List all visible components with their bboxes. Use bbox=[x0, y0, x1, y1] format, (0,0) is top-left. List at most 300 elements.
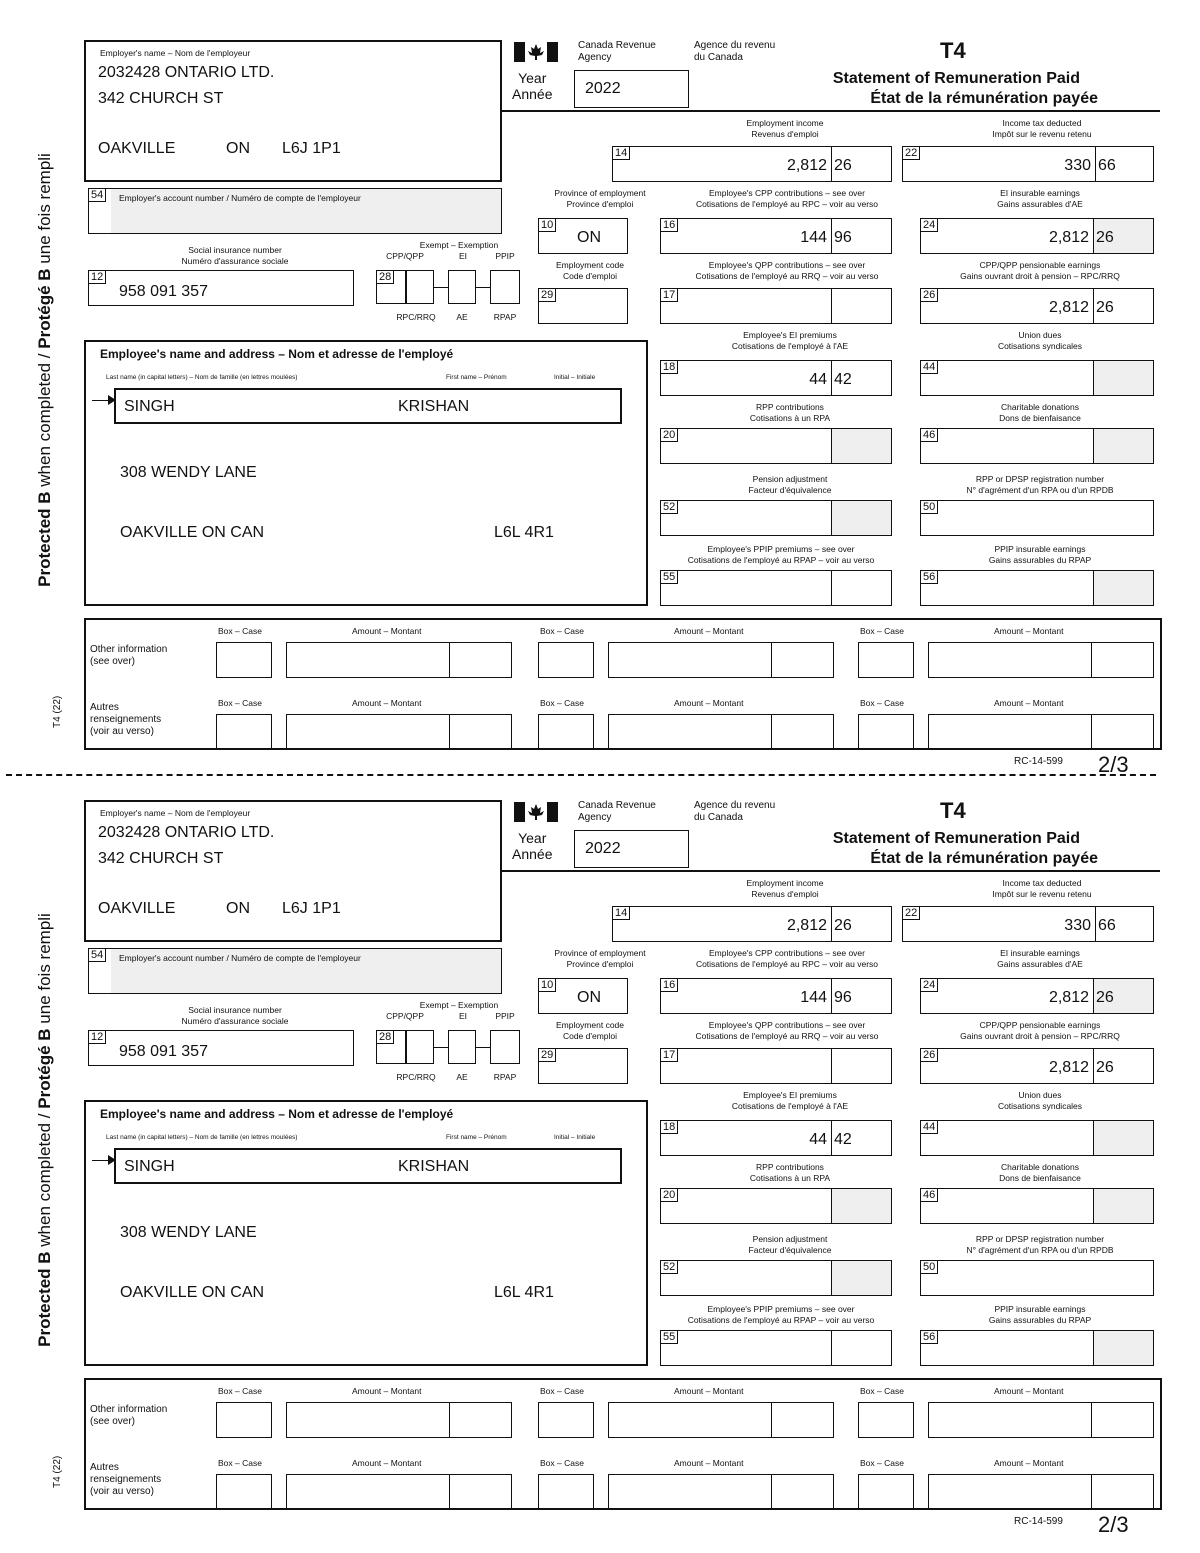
exempt-ei-checkbox[interactable] bbox=[448, 1030, 476, 1064]
year-box bbox=[574, 70, 689, 108]
cents-divider bbox=[1093, 289, 1094, 323]
other-box-label: Box – Case bbox=[540, 626, 584, 636]
box-28-number: 28 bbox=[377, 1031, 394, 1044]
other-box-code[interactable] bbox=[538, 642, 594, 678]
other-amount-field[interactable] bbox=[286, 642, 512, 678]
cents-divider bbox=[1093, 1049, 1094, 1083]
box-label: Employee's CPP contributions – see over Cotisations de l'employé au RPC – voir au verso bbox=[695, 188, 879, 209]
other-box-code[interactable] bbox=[858, 1474, 914, 1510]
t4-slip bbox=[0, 760, 1200, 1537]
sin-label: Social insurance number Numéro d'assurance sociale bbox=[181, 245, 289, 266]
first-name-label: First name – Prénom bbox=[446, 1134, 507, 1141]
canada-flag-icon bbox=[514, 802, 558, 822]
exempt-cpp: CPP/QPP bbox=[386, 1011, 424, 1021]
exempt-ppip-fr: RPAP bbox=[493, 1072, 517, 1082]
box-55 bbox=[660, 570, 892, 606]
box-label: PPIP insurable earnings Gains assurables du RPAP bbox=[988, 1304, 1092, 1325]
other-amount-label: Amount – Montant bbox=[352, 1458, 422, 1468]
exempt-connector bbox=[476, 1047, 490, 1048]
box-number: 44 bbox=[921, 1121, 938, 1134]
agency-fr: Agence du revenu du Canada bbox=[694, 40, 776, 63]
box-number: 55 bbox=[661, 1331, 678, 1344]
employee-box bbox=[84, 340, 648, 606]
cents-divider bbox=[1091, 715, 1092, 749]
employer-city: OAKVILLE bbox=[98, 900, 176, 917]
box-22 bbox=[902, 906, 1154, 942]
employer-name: 2032428 ONTARIO LTD. bbox=[98, 824, 275, 841]
protected-b-sidebar: Protected B when completed / Protégé B une fois rempli bbox=[35, 913, 54, 1347]
agency-en: Canada Revenue Agency bbox=[578, 800, 656, 823]
box-label: Pension adjustment Facteur d'équivalence bbox=[748, 474, 832, 495]
other-info-box bbox=[84, 618, 1162, 750]
box-label: RPP contributions Cotisations à un RPA bbox=[749, 1162, 831, 1183]
cents-divider bbox=[449, 715, 450, 749]
other-amount-field[interactable] bbox=[608, 714, 834, 750]
employer-province: ON bbox=[226, 140, 250, 157]
other-info-fr: Autres renseignements (voir au verso) bbox=[90, 702, 162, 737]
employer-name-label: Employer's name – Nom de l'employeur bbox=[100, 48, 251, 58]
cents-divider bbox=[449, 1403, 450, 1437]
employer-postal: L6J 1P1 bbox=[282, 900, 341, 917]
year-label: Year Année bbox=[512, 70, 553, 102]
other-amount-label: Amount – Montant bbox=[994, 1458, 1064, 1468]
box-12-number: 12 bbox=[89, 271, 106, 284]
amount-dollars: 44 bbox=[809, 1131, 827, 1148]
year-value: 2022 bbox=[585, 80, 621, 97]
other-box-code[interactable] bbox=[858, 714, 914, 750]
employer-name: 2032428 ONTARIO LTD. bbox=[98, 64, 275, 81]
agency-fr: Agence du revenu du Canada bbox=[694, 800, 776, 823]
cents-shade bbox=[1093, 1189, 1153, 1223]
box-17 bbox=[660, 288, 892, 324]
cents-divider bbox=[831, 361, 832, 395]
form-code-footer: RC-14-599 bbox=[1014, 756, 1063, 767]
agency-en: Canada Revenue Agency bbox=[578, 40, 656, 63]
box-number: 16 bbox=[661, 979, 678, 992]
box-value: ON bbox=[577, 229, 601, 246]
box-number: 44 bbox=[921, 361, 938, 374]
cents-divider bbox=[831, 979, 832, 1013]
box-label: CPP/QPP pensionable earnings Gains ouvrant droit à pension – RPC/RRQ bbox=[960, 260, 1120, 281]
box-54 bbox=[88, 188, 502, 234]
other-box-code[interactable] bbox=[858, 1402, 914, 1438]
amount-dollars: 330 bbox=[1064, 917, 1091, 934]
box-number: 14 bbox=[613, 147, 630, 160]
box-label: Union dues Cotisations syndicales bbox=[997, 330, 1083, 351]
other-amount-label: Amount – Montant bbox=[994, 1386, 1064, 1396]
year-value: 2022 bbox=[585, 840, 621, 857]
cents-divider bbox=[771, 715, 772, 749]
last-name-label: Last name (in capital letters) – Nom de famille (en lettres moulées) bbox=[106, 374, 298, 381]
employee-first-name: KRISHAN bbox=[398, 398, 470, 415]
cents-shade bbox=[1093, 571, 1153, 605]
exempt-cpp-checkbox[interactable] bbox=[406, 1030, 434, 1064]
cents-shade bbox=[831, 501, 891, 535]
other-box-label: Box – Case bbox=[540, 1458, 584, 1468]
employee-city: OAKVILLE ON CAN bbox=[120, 1284, 265, 1301]
exempt-ppip-checkbox[interactable] bbox=[490, 1030, 520, 1064]
form-title-en: Statement of Remuneration Paid bbox=[832, 70, 1080, 87]
other-amount-label: Amount – Montant bbox=[994, 626, 1064, 636]
cents-divider bbox=[1095, 147, 1096, 181]
box-label: Employee's EI premiums Cotisations de l'employé à l'AE bbox=[731, 330, 849, 351]
page-indicator: 2/3 bbox=[1098, 1512, 1129, 1537]
exempt-ppip-fr: RPAP bbox=[493, 312, 517, 322]
box-56 bbox=[920, 570, 1154, 606]
box-number: 20 bbox=[661, 1189, 678, 1202]
other-box-label: Box – Case bbox=[218, 698, 262, 708]
box-50 bbox=[920, 1260, 1154, 1296]
box-number: 16 bbox=[661, 219, 678, 232]
box-label: Income tax deducted Impôt sur le revenu retenu bbox=[992, 878, 1092, 899]
box-14 bbox=[612, 146, 892, 182]
box-label: Charitable donations Dons de bienfaisance bbox=[999, 402, 1081, 423]
cents-divider bbox=[831, 1189, 832, 1223]
box-label: Employee's QPP contributions – see over Cotisations de l'employé au RRQ – voir au verso bbox=[695, 260, 879, 281]
employer-name-label: Employer's name – Nom de l'employeur bbox=[100, 808, 251, 818]
box-label: RPP or DPSP registration number N° d'agrément d'un RPA ou d'un RPDB bbox=[966, 1234, 1114, 1255]
box-number: 18 bbox=[661, 361, 678, 374]
header-rule bbox=[502, 870, 1160, 872]
box-12 bbox=[88, 1030, 354, 1066]
employer-city: OAKVILLE bbox=[98, 140, 176, 157]
amount-cents: 42 bbox=[834, 371, 852, 388]
box-number: 20 bbox=[661, 429, 678, 442]
box-44 bbox=[920, 1120, 1154, 1156]
amount-cents: 26 bbox=[1096, 229, 1114, 246]
box-54-number: 54 bbox=[89, 949, 106, 962]
form-title-fr: État de la rémunération payée bbox=[870, 850, 1098, 867]
box-number: 52 bbox=[661, 1261, 678, 1274]
other-amount-field[interactable] bbox=[928, 714, 1154, 750]
cents-divider bbox=[831, 907, 832, 941]
amount-cents: 26 bbox=[1096, 989, 1114, 1006]
sin-value: 958 091 357 bbox=[119, 1043, 208, 1060]
box-52 bbox=[660, 500, 892, 536]
cents-divider bbox=[771, 1403, 772, 1437]
box-12-number: 12 bbox=[89, 1031, 106, 1044]
other-amount-label: Amount – Montant bbox=[674, 698, 744, 708]
employee-street: 308 WENDY LANE bbox=[120, 464, 257, 481]
box-28 bbox=[376, 1030, 406, 1064]
other-box-label: Box – Case bbox=[860, 698, 904, 708]
other-info-fr: Autres renseignements (voir au verso) bbox=[90, 1462, 162, 1497]
employee-section-label: Employee's name and address – Nom et adresse de l'employé bbox=[100, 347, 454, 361]
box-label: Employment code Code d'emploi bbox=[555, 260, 625, 281]
box-26 bbox=[920, 1048, 1154, 1084]
box-number: 10 bbox=[539, 219, 556, 232]
box-22 bbox=[902, 146, 1154, 182]
form-code: T4 (22) bbox=[52, 695, 63, 728]
year-box bbox=[574, 830, 689, 868]
box-label: Employee's EI premiums Cotisations de l'employé à l'AE bbox=[731, 1090, 849, 1111]
other-amount-label: Amount – Montant bbox=[994, 698, 1064, 708]
box-29 bbox=[538, 288, 628, 324]
box-54 bbox=[88, 948, 502, 994]
cents-divider bbox=[449, 1475, 450, 1509]
other-info-box bbox=[84, 1378, 1162, 1510]
exempt-ei-checkbox[interactable] bbox=[448, 270, 476, 304]
cents-divider bbox=[831, 219, 832, 253]
box-28 bbox=[376, 270, 406, 304]
exempt-connector bbox=[434, 287, 448, 288]
box-number: 14 bbox=[613, 907, 630, 920]
other-box-label: Box – Case bbox=[540, 698, 584, 708]
box-29 bbox=[538, 1048, 628, 1084]
amount-cents: 26 bbox=[1096, 1059, 1114, 1076]
box-16 bbox=[660, 218, 892, 254]
box-52 bbox=[660, 1260, 892, 1296]
box-50 bbox=[920, 500, 1154, 536]
amount-dollars: 2,812 bbox=[1048, 1059, 1089, 1076]
cents-shade bbox=[1093, 1121, 1153, 1155]
other-box-code[interactable] bbox=[216, 1474, 272, 1510]
amount-dollars: 2,812 bbox=[1048, 989, 1089, 1006]
other-box-code[interactable] bbox=[216, 1402, 272, 1438]
employee-city: OAKVILLE ON CAN bbox=[120, 524, 265, 541]
exempt-label: Exempt – Exemption bbox=[419, 1000, 499, 1010]
box-number: 56 bbox=[921, 571, 938, 584]
box-label: Employee's PPIP premiums – see over Cotisations de l'employé au RPAP – voir au verso bbox=[687, 1304, 875, 1325]
header-rule bbox=[502, 110, 1160, 112]
cents-shade bbox=[1093, 1331, 1153, 1365]
form-number: T4 bbox=[940, 38, 966, 63]
box-17 bbox=[660, 1048, 892, 1084]
first-name-label: First name – Prénom bbox=[446, 374, 507, 381]
other-info-en: Other information (see over) bbox=[90, 1404, 168, 1427]
box-20 bbox=[660, 1188, 892, 1224]
box-label: EI insurable earnings Gains assurables d'AE bbox=[997, 948, 1083, 969]
cents-divider bbox=[1093, 1331, 1094, 1365]
box-number: 46 bbox=[921, 429, 938, 442]
employee-postal: L6L 4R1 bbox=[494, 524, 554, 541]
box-label: Union dues Cotisations syndicales bbox=[997, 1090, 1083, 1111]
other-amount-field[interactable] bbox=[286, 1402, 512, 1438]
amount-dollars: 44 bbox=[809, 371, 827, 388]
box-number: 50 bbox=[921, 501, 938, 514]
exempt-cpp-fr: RPC/RRQ bbox=[396, 1072, 436, 1082]
amount-cents: 66 bbox=[1098, 917, 1116, 934]
employee-postal: L6L 4R1 bbox=[494, 1284, 554, 1301]
box-number: 24 bbox=[921, 979, 938, 992]
box-14 bbox=[612, 906, 892, 942]
other-box-code[interactable] bbox=[538, 714, 594, 750]
cents-divider bbox=[1091, 643, 1092, 677]
amount-dollars: 2,812 bbox=[1048, 299, 1089, 316]
exempt-cpp-fr: RPC/RRQ bbox=[396, 312, 436, 322]
form-code: T4 (22) bbox=[52, 1455, 63, 1488]
other-amount-field[interactable] bbox=[286, 1474, 512, 1510]
box-20 bbox=[660, 428, 892, 464]
other-box-code[interactable] bbox=[538, 1474, 594, 1510]
cents-divider bbox=[771, 643, 772, 677]
other-box-label: Box – Case bbox=[218, 626, 262, 636]
other-amount-field[interactable] bbox=[608, 1402, 834, 1438]
box-number: 46 bbox=[921, 1189, 938, 1202]
form-number: T4 bbox=[940, 798, 966, 823]
other-box-code[interactable] bbox=[858, 642, 914, 678]
box-number: 52 bbox=[661, 501, 678, 514]
cents-shade bbox=[1093, 429, 1153, 463]
cents-divider bbox=[1091, 1475, 1092, 1509]
box-number: 17 bbox=[661, 289, 678, 302]
amount-dollars: 144 bbox=[800, 229, 827, 246]
amount-dollars: 330 bbox=[1064, 157, 1091, 174]
box-54-label: Employer's account number / Numéro de compte de l'employeur bbox=[119, 953, 361, 963]
cents-divider bbox=[831, 147, 832, 181]
box-label: Province of employment Province d'emploi bbox=[554, 188, 646, 209]
other-box-label: Box – Case bbox=[218, 1386, 262, 1396]
box-label: RPP contributions Cotisations à un RPA bbox=[749, 402, 831, 423]
employee-street: 308 WENDY LANE bbox=[120, 1224, 257, 1241]
box-value: ON bbox=[577, 989, 601, 1006]
cents-divider bbox=[831, 1331, 832, 1365]
cents-divider bbox=[1093, 361, 1094, 395]
other-amount-label: Amount – Montant bbox=[674, 626, 744, 636]
cents-divider bbox=[1093, 1189, 1094, 1223]
employee-last-name: SINGH bbox=[124, 1158, 175, 1175]
amount-cents: 96 bbox=[834, 229, 852, 246]
cents-divider bbox=[831, 429, 832, 463]
box-number: 22 bbox=[903, 147, 920, 160]
box-label: Pension adjustment Facteur d'équivalence bbox=[748, 1234, 832, 1255]
box-54-label: Employer's account number / Numéro de compte de l'employeur bbox=[119, 193, 361, 203]
cents-divider bbox=[831, 1049, 832, 1083]
year-label: Year Année bbox=[512, 830, 553, 862]
box-number: 56 bbox=[921, 1331, 938, 1344]
box-12 bbox=[88, 270, 354, 306]
box-54-number: 54 bbox=[89, 189, 106, 202]
other-amount-field[interactable] bbox=[928, 1402, 1154, 1438]
exempt-cpp: CPP/QPP bbox=[386, 251, 424, 261]
box-number: 29 bbox=[539, 1049, 556, 1062]
other-amount-field[interactable] bbox=[928, 1474, 1154, 1510]
employer-street: 342 CHURCH ST bbox=[98, 850, 224, 867]
box-18 bbox=[660, 1120, 892, 1156]
initial-label: Initial – Initiale bbox=[554, 374, 596, 381]
exempt-connector bbox=[434, 1047, 448, 1048]
other-box-label: Box – Case bbox=[860, 626, 904, 636]
box-number: 29 bbox=[539, 289, 556, 302]
box-24 bbox=[920, 978, 1154, 1014]
amount-dollars: 2,812 bbox=[786, 917, 827, 934]
box-label: EI insurable earnings Gains assurables d'AE bbox=[997, 188, 1083, 209]
box-number: 22 bbox=[903, 907, 920, 920]
box-label: Employment income Revenus d'emploi bbox=[746, 118, 824, 139]
box-label: RPP or DPSP registration number N° d'agrément d'un RPA ou d'un RPDB bbox=[966, 474, 1114, 495]
exempt-cpp-checkbox[interactable] bbox=[406, 270, 434, 304]
box-label: CPP/QPP pensionable earnings Gains ouvrant droit à pension – RPC/RRQ bbox=[960, 1020, 1120, 1041]
box-label: Employee's QPP contributions – see over Cotisations de l'employé au RRQ – voir au verso bbox=[695, 1020, 879, 1041]
cents-divider bbox=[831, 1261, 832, 1295]
other-box-label: Box – Case bbox=[218, 1458, 262, 1468]
exempt-ei: EI bbox=[458, 1011, 468, 1021]
sin-label: Social insurance number Numéro d'assurance sociale bbox=[181, 1005, 289, 1026]
box-label: Charitable donations Dons de bienfaisance bbox=[999, 1162, 1081, 1183]
cents-divider bbox=[831, 289, 832, 323]
exempt-ppip: PPIP bbox=[495, 251, 515, 261]
other-amount-label: Amount – Montant bbox=[674, 1458, 744, 1468]
page-indicator: 2/3 bbox=[1098, 752, 1129, 777]
box-label: PPIP insurable earnings Gains assurables du RPAP bbox=[988, 544, 1092, 565]
box-28-number: 28 bbox=[377, 271, 394, 284]
cents-shade bbox=[831, 1189, 891, 1223]
exempt-label: Exempt – Exemption bbox=[419, 240, 499, 250]
exempt-ppip: PPIP bbox=[495, 1011, 515, 1021]
last-name-label: Last name (in capital letters) – Nom de famille (en lettres moulées) bbox=[106, 1134, 298, 1141]
box-24 bbox=[920, 218, 1154, 254]
box-label: Province of employment Province d'emploi bbox=[554, 948, 646, 969]
cents-divider bbox=[1093, 571, 1094, 605]
canada-flag-icon bbox=[514, 42, 558, 62]
form-code-footer: RC-14-599 bbox=[1014, 1516, 1063, 1527]
cents-divider bbox=[1091, 1403, 1092, 1437]
amount-cents: 42 bbox=[834, 1131, 852, 1148]
cents-divider bbox=[831, 571, 832, 605]
amount-dollars: 144 bbox=[800, 989, 827, 1006]
box-number: 24 bbox=[921, 219, 938, 232]
employee-section-label: Employee's name and address – Nom et adresse de l'employé bbox=[100, 1107, 454, 1121]
box-16 bbox=[660, 978, 892, 1014]
employer-province: ON bbox=[226, 900, 250, 917]
box-55 bbox=[660, 1330, 892, 1366]
exempt-ei-fr: AE bbox=[456, 1072, 468, 1082]
other-amount-field[interactable] bbox=[928, 642, 1154, 678]
cents-divider bbox=[771, 1475, 772, 1509]
box-10 bbox=[538, 978, 628, 1014]
box-26 bbox=[920, 288, 1154, 324]
other-box-code[interactable] bbox=[216, 714, 272, 750]
other-box-code[interactable] bbox=[216, 642, 272, 678]
employee-name-field bbox=[114, 388, 622, 424]
exempt-connector bbox=[476, 287, 490, 288]
employee-box bbox=[84, 1100, 648, 1366]
other-amount-label: Amount – Montant bbox=[352, 626, 422, 636]
employer-postal: L6J 1P1 bbox=[282, 140, 341, 157]
other-box-label: Box – Case bbox=[860, 1458, 904, 1468]
protected-b-sidebar: Protected B when completed / Protégé B une fois rempli bbox=[35, 153, 54, 587]
cents-divider bbox=[1095, 907, 1096, 941]
other-box-label: Box – Case bbox=[860, 1386, 904, 1396]
box-number: 55 bbox=[661, 571, 678, 584]
box-46 bbox=[920, 428, 1154, 464]
sin-value: 958 091 357 bbox=[119, 283, 208, 300]
amount-cents: 66 bbox=[1098, 157, 1116, 174]
box-number: 26 bbox=[921, 289, 938, 302]
box-label: Employee's CPP contributions – see over Cotisations de l'employé au RPC – voir au verso bbox=[695, 948, 879, 969]
cents-divider bbox=[831, 1121, 832, 1155]
other-amount-field[interactable] bbox=[608, 642, 834, 678]
box-46 bbox=[920, 1188, 1154, 1224]
employer-street: 342 CHURCH ST bbox=[98, 90, 224, 107]
employee-name-field bbox=[114, 1148, 622, 1184]
other-box-code[interactable] bbox=[538, 1402, 594, 1438]
other-amount-field[interactable] bbox=[608, 1474, 834, 1510]
amount-dollars: 2,812 bbox=[786, 157, 827, 174]
other-amount-field[interactable] bbox=[286, 714, 512, 750]
exempt-ppip-checkbox[interactable] bbox=[490, 270, 520, 304]
box-number: 18 bbox=[661, 1121, 678, 1134]
employer-box bbox=[84, 40, 502, 182]
initial-label: Initial – Initiale bbox=[554, 1134, 596, 1141]
amount-cents: 26 bbox=[834, 157, 852, 174]
box-number: 50 bbox=[921, 1261, 938, 1274]
cents-divider bbox=[449, 643, 450, 677]
employer-box bbox=[84, 800, 502, 942]
exempt-ei-fr: AE bbox=[456, 312, 468, 322]
box-number: 17 bbox=[661, 1049, 678, 1062]
box-label: Employee's PPIP premiums – see over Cotisations de l'employé au RPAP – voir au verso bbox=[687, 544, 875, 565]
